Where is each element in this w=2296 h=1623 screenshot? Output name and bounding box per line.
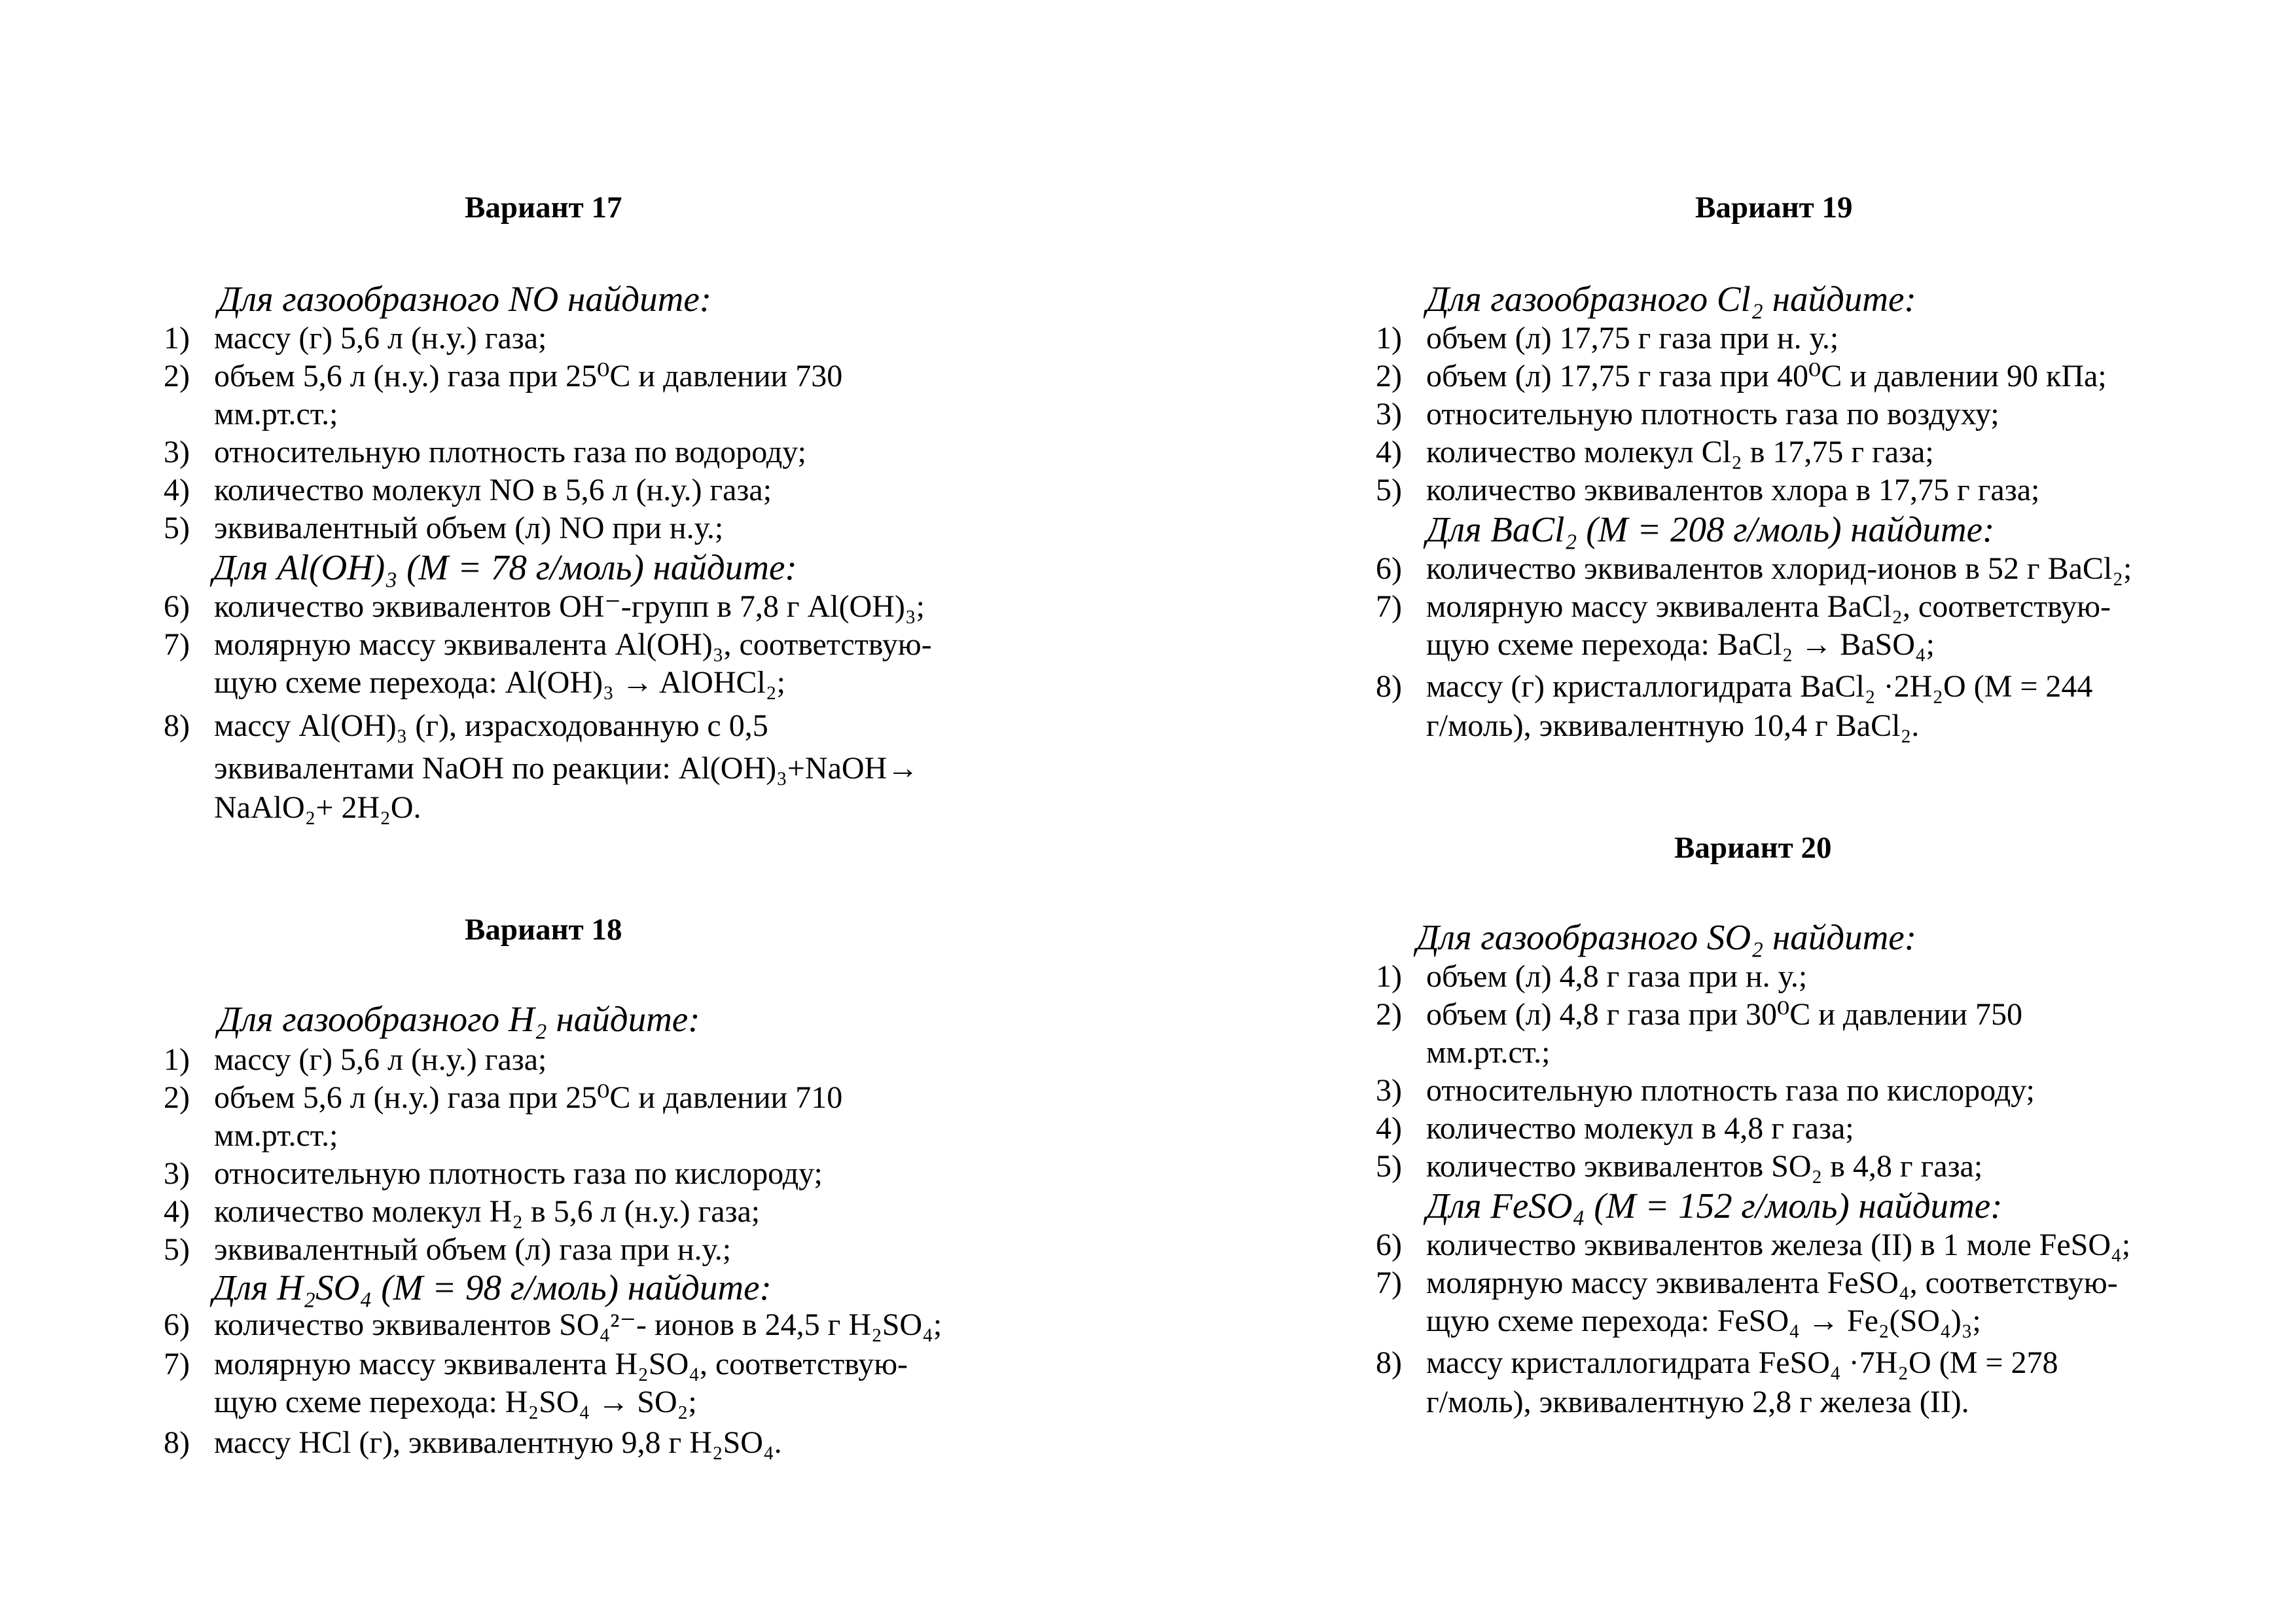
variant-19-title: Вариант 19 xyxy=(1695,191,1853,225)
variant-18-header-gas: Для газообразного H₂ найдите: xyxy=(218,999,700,1039)
variant-19-header-compound: Для BaCl₂ (М = 208 г/моль) найдите: xyxy=(1426,509,1995,549)
variant-17-header-compound: Для Al(OH)₃ (М = 78 г/моль) найдите: xyxy=(213,547,797,587)
variant-20-title: Вариант 20 xyxy=(1674,831,1832,865)
variant-18-title: Вариант 18 xyxy=(465,913,622,947)
variant-20-header-compound: Для FeSO₄ (М = 152 г/моль) найдите: xyxy=(1426,1186,2003,1226)
variant-19-header-gas: Для газообразного Cl₂ найдите: xyxy=(1426,279,1916,319)
variant-20-header-gas: Для газообразного SO₂ найдите: xyxy=(1416,917,1917,957)
variant-17-title: Вариант 17 xyxy=(465,191,622,225)
variant-18-header-compound: Для H₂SO₄ (М = 98 г/моль) найдите: xyxy=(213,1267,772,1307)
variant-17-header-gas: Для газообразного NO найдите: xyxy=(218,279,712,319)
